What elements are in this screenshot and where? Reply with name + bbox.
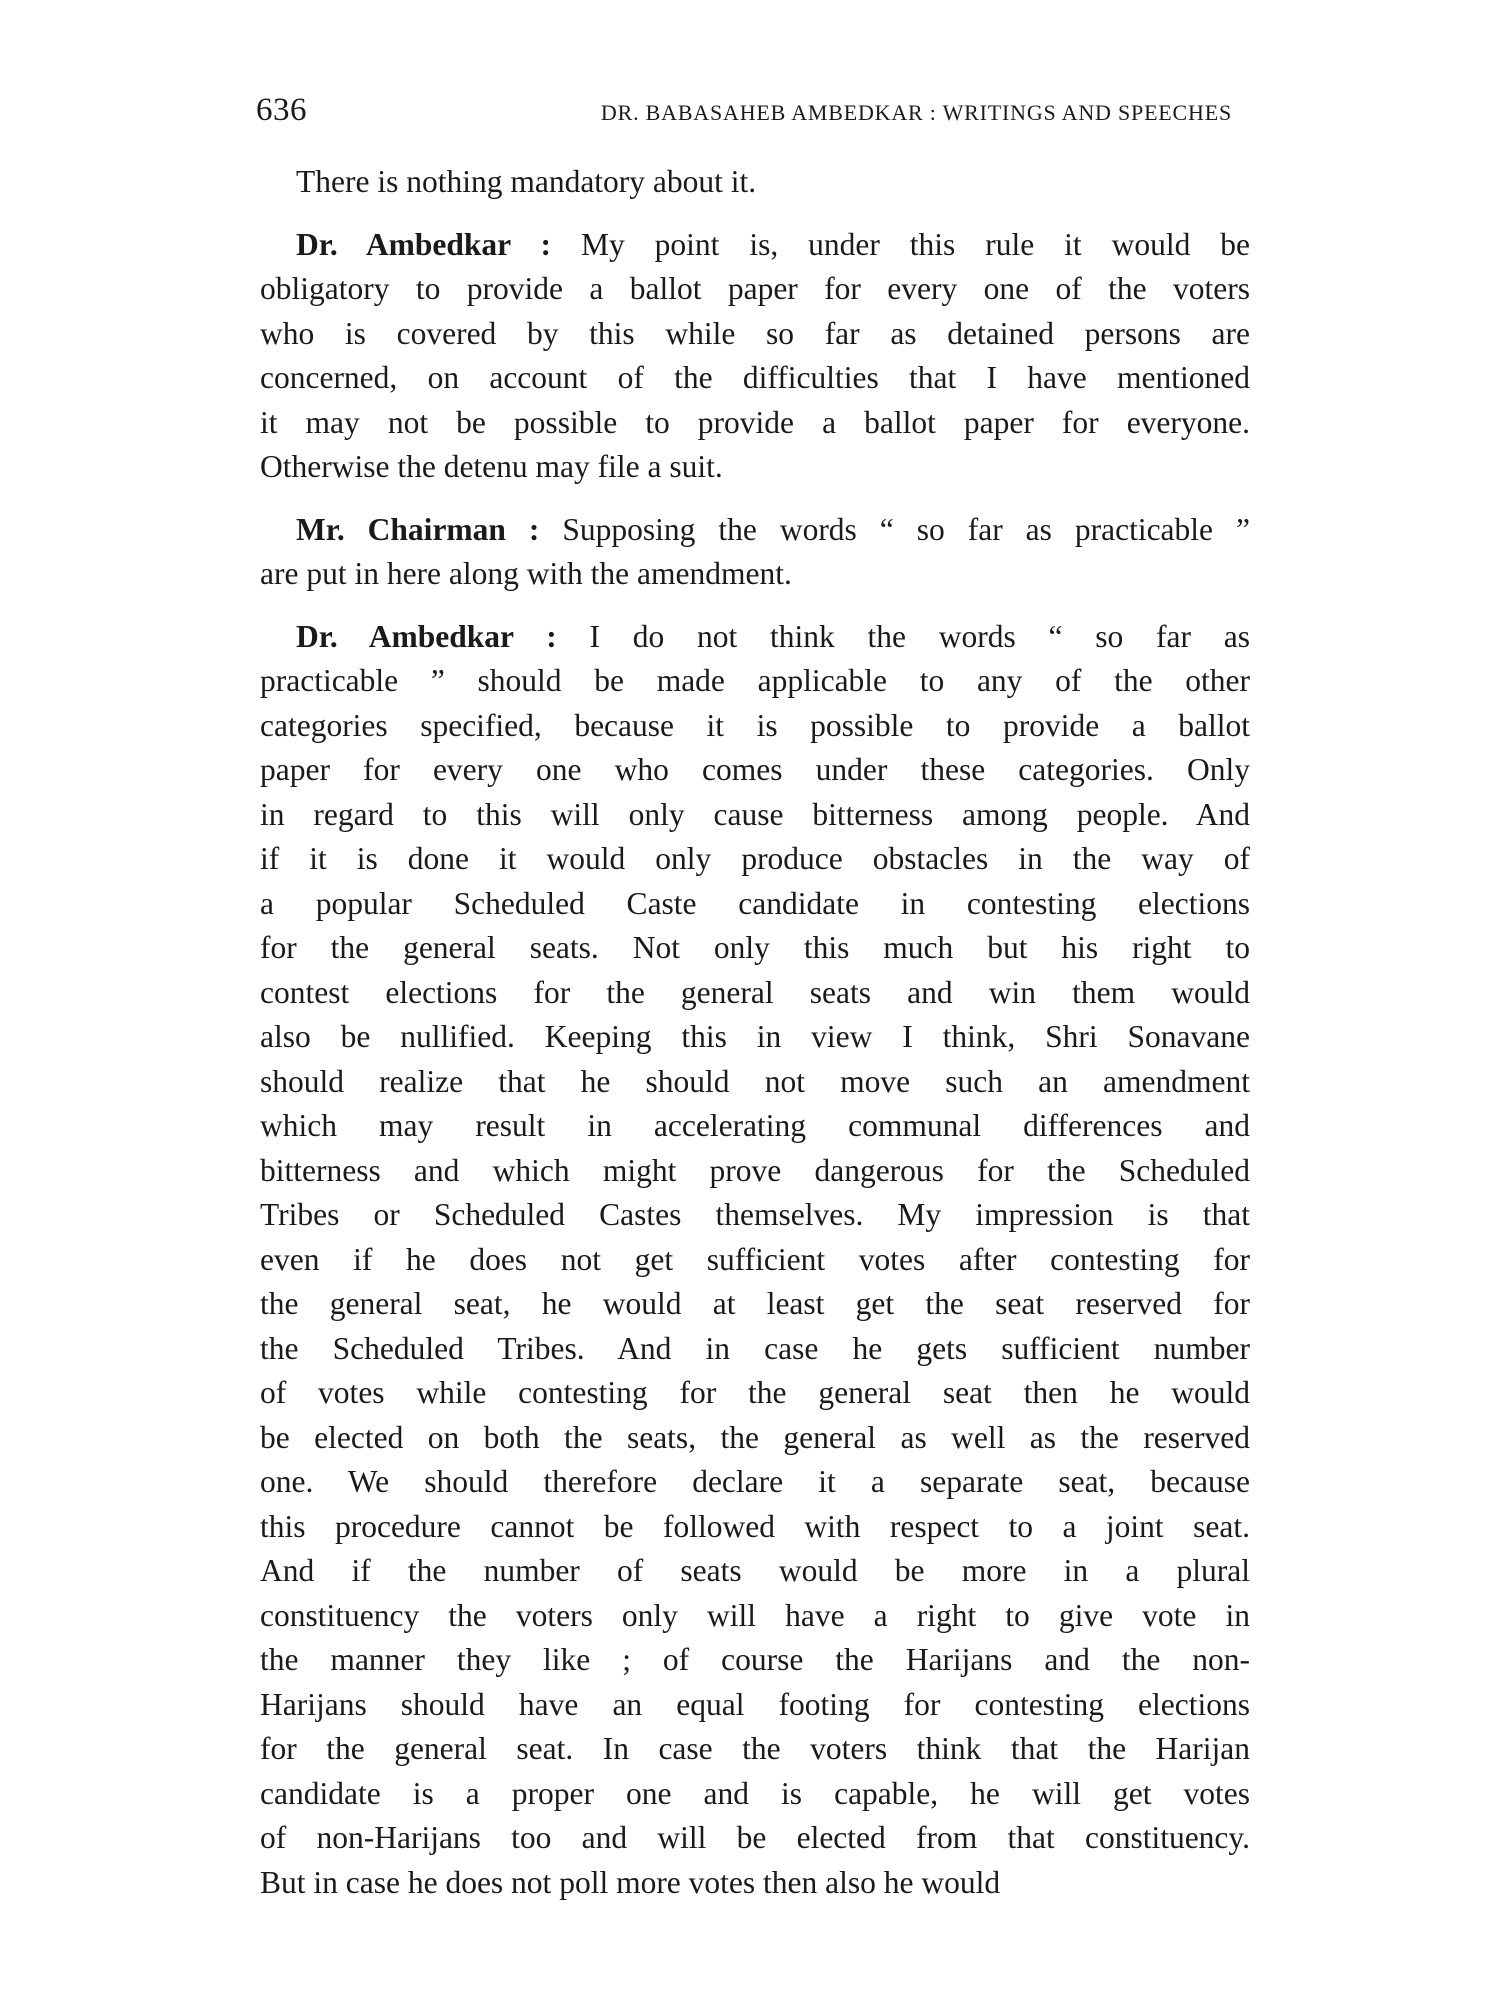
text-line [260, 1594, 1250, 1639]
text-line [260, 971, 1250, 1016]
line-text: which may result in accelerating communal differences and [260, 1108, 1250, 1143]
line-text: for the general seats. Not only this much but his right to [260, 930, 1250, 965]
text-line [260, 1638, 1250, 1683]
paragraph [260, 508, 1250, 597]
line-text: in regard to this will only cause bitterness among people. And [260, 796, 1250, 832]
line-text: But in case he does not poll more votes then also he would [260, 1864, 1001, 1900]
line-text: Harijans should have an equal footing for contesting elections [260, 1686, 1250, 1722]
text-line [260, 837, 1250, 882]
line-text: for the general seat. In case the voters think that the Harijan [260, 1731, 1250, 1766]
line-text: concerned, on account of the difficulties that I have mentioned [260, 360, 1250, 395]
paragraph [260, 615, 1250, 1906]
line-text: practicable ” should be made applicable to any of the other [260, 663, 1250, 698]
text-line [260, 659, 1250, 704]
text-line [260, 1683, 1250, 1728]
page-header [256, 92, 1240, 132]
text-line [260, 615, 1250, 660]
line-text: Supposing the words “ so far as practicable ” [539, 511, 1250, 547]
line-text: Tribes or Scheduled Castes themselves. My impression is that [260, 1197, 1250, 1232]
text-line [260, 1371, 1250, 1416]
line-text: There is nothing mandatory about it. [296, 164, 757, 199]
line-text: obligatory to provide a ballot paper for every one of the voters [260, 271, 1250, 306]
text-line [260, 1060, 1250, 1105]
line-text: of votes while contesting for the general seat then he would [260, 1375, 1250, 1410]
line-text: even if he does not get sufficient votes after contesting for [260, 1241, 1250, 1277]
text-line [260, 160, 1250, 205]
text-line [260, 704, 1250, 749]
line-text: a popular Scheduled Caste candidate in contesting elections [260, 885, 1250, 921]
text-line [260, 1238, 1250, 1283]
line-text: My point is, under this rule it would be [551, 226, 1251, 262]
body-text [260, 160, 1250, 1923]
text-line [260, 882, 1250, 927]
line-text: are put in here along with the amendment. [260, 556, 792, 591]
text-line [260, 1193, 1250, 1238]
line-text: Otherwise the detenu may file a suit. [260, 449, 723, 484]
line-text: also be nullified. Keeping this in view I think, Shri Sonavane [260, 1019, 1250, 1054]
text-line [260, 1505, 1250, 1550]
line-text: the manner they like ; of course the Harijans and the non- [260, 1642, 1250, 1677]
text-line [260, 356, 1250, 401]
text-line [260, 1549, 1250, 1594]
speaker-name: Mr. Chairman : [296, 511, 540, 547]
line-text: the Scheduled Tribes. And in case he gets sufficient number [260, 1330, 1250, 1366]
line-text: one. We should therefore declare it a separate seat, because [260, 1464, 1250, 1499]
line-text: candidate is a proper one and is capable, he will get votes [260, 1775, 1250, 1811]
text-line [260, 1727, 1250, 1772]
speaker-name: Dr. Ambedkar : [296, 226, 552, 262]
text-line [260, 748, 1250, 793]
text-line [260, 1861, 1250, 1906]
text-line [260, 1816, 1250, 1861]
line-text: should realize that he should not move such an amendment [260, 1063, 1250, 1099]
text-line [260, 508, 1250, 553]
paragraph [260, 160, 1250, 205]
text-line [260, 1015, 1250, 1060]
page-number: 636 [256, 92, 307, 128]
text-line [260, 267, 1250, 312]
line-text: this procedure cannot be followed with respect to a joint seat. [260, 1508, 1250, 1544]
text-line [260, 1772, 1250, 1817]
text-line [260, 926, 1250, 971]
line-text: of non-Harijans too and will be elected from that constituency. [260, 1820, 1250, 1855]
text-line [260, 552, 1250, 597]
line-text: it may not be possible to provide a ballot paper for everyone. [260, 404, 1250, 440]
line-text: paper for every one who comes under these categories. Only [260, 752, 1250, 787]
line-text: the general seat, he would at least get the seat reserved for [260, 1286, 1250, 1321]
text-line [260, 445, 1250, 490]
line-text: bitterness and which might prove dangerous for the Scheduled [260, 1152, 1250, 1188]
speaker-name: Dr. Ambedkar : [296, 618, 557, 654]
text-line [260, 1416, 1250, 1461]
line-text: categories specified, because it is possible to provide a ballot [260, 707, 1250, 743]
text-line [260, 1327, 1250, 1372]
text-line [260, 1282, 1250, 1327]
text-line [260, 1104, 1250, 1149]
paragraph [260, 223, 1250, 490]
text-line [260, 793, 1250, 838]
line-text: contest elections for the general seats and win them would [260, 974, 1250, 1010]
line-text: if it is done it would only produce obstacles in the way of [260, 841, 1250, 876]
running-title: DR. BABASAHEB AMBEDKAR : WRITINGS AND SPEECHES [600, 100, 1232, 125]
text-line [260, 1460, 1250, 1505]
line-text: be elected on both the seats, the general as well as the reserved [260, 1419, 1250, 1455]
text-line [260, 1149, 1250, 1194]
text-line [260, 312, 1250, 357]
line-text: I do not think the words “ so far as [556, 618, 1250, 654]
line-text: constituency the voters only will have a right to give vote in [260, 1597, 1250, 1633]
text-line [260, 223, 1250, 268]
line-text: who is covered by this while so far as detained persons are [260, 315, 1250, 351]
line-text: And if the number of seats would be more in a plural [260, 1553, 1250, 1588]
text-line [260, 401, 1250, 446]
